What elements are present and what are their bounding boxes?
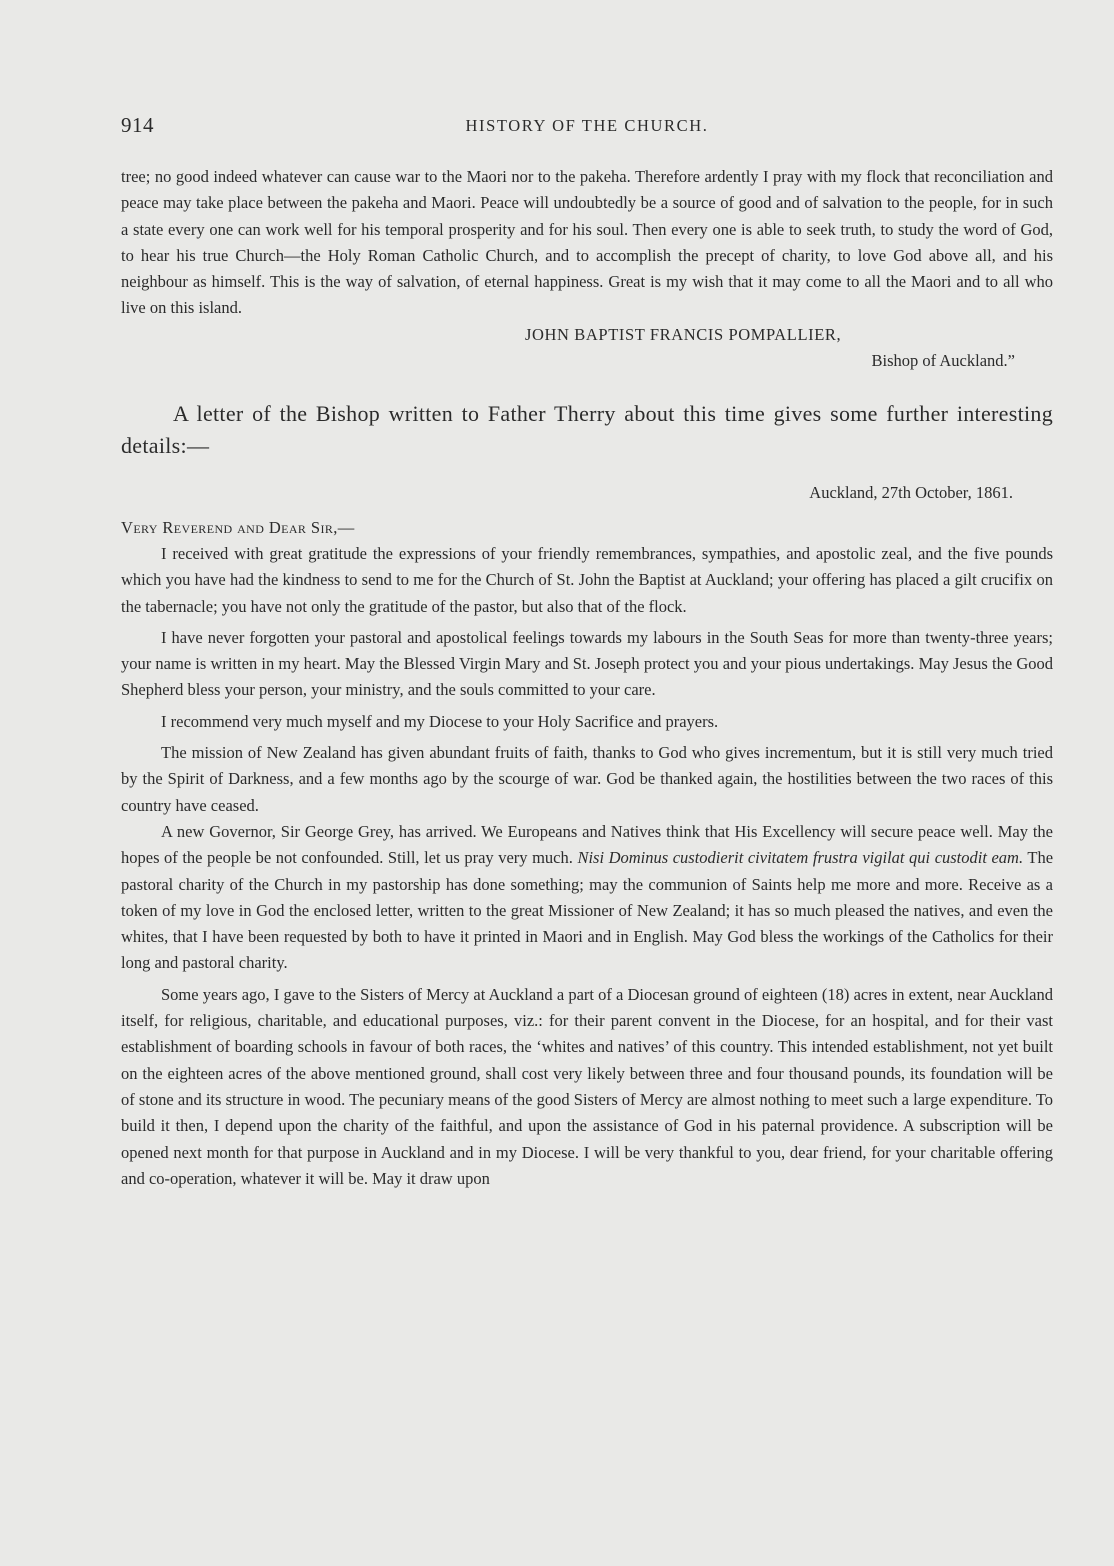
closing-paragraph: tree; no good indeed whatever can cause war to the Maori nor to the pakeha. Therefore ardently I pray with my flock that reconciliation and peace may take place between the pakeha and Maori. Peace will undoubtedly be a source of good and of salvation to the people, for in such a state every one can work well for his temporal prosperity and for his soul. Then every one is able to seek truth, to study the word of God, to hear his true Church—the Holy Roman Catholic Church, and to accomplish the precept of charity, to love God above all, and his neighbour as himself. This is the way of salvation, of eternal happiness. Great is my wish that it may come to all the Maori and to all who live on this island. <box>121 167 1053 318</box>
page-body <box>121 164 1053 1192</box>
letter-paragraph-6: Some years ago, I gave to the Sisters of Mercy at Auckland a part of a Diocesan ground of eighteen (18) acres in extent, near Auckland itself, for religious, charitable, and educational purposes, viz.: for their parent convent in the Diocese, for an hospital, and for their vast establishment of boarding schools in favour of both races, the ‘whites and natives’ of this country. This intended establishment, not yet built on the eighteen acres of the above mentioned ground, shall cost very likely between three and four thousand pounds, its foundation will be of stone and its structure in wood. The pecuniary means of the good Sisters of Mercy are almost nothing to meet such a large expenditure. To build it then, I depend upon the charity of the faithful, and upon the assistance of God in his paternal providence. A subscription will be opened next month for that purpose in Auckland and in my Diocese. I will be very thankful to you, dear friend, for your charitable offering and co-operation, whatever it will be. May it draw upon <box>121 984 1053 1188</box>
signature-block <box>121 322 1053 375</box>
letter-paragraph-3: I recommend very much myself and my Diocese to your Holy Sacrifice and prayers. <box>161 711 719 731</box>
letter-intro: A letter of the Bishop written to Father Therry about this time gives some further interesting details:— <box>121 401 1053 459</box>
letter-salutation: Very Reverend and Dear Sir,— <box>121 517 355 537</box>
signature-title: Bishop of Auckland.” <box>871 351 1015 371</box>
letter-paragraph-2: I have never forgotten your pastoral and apostolical feelings towards my labours in the South Seas for more than twenty-three years; your name is written in my heart. May the Blessed Virgin Mary and St. Joseph protect you and your pious undertakings. May Jesus the Good Shepherd bless your person, your ministry, and the souls committed to your care. <box>121 627 1053 700</box>
signature-name: JOHN BAPTIST FRANCIS POMPALLIER, <box>525 324 842 344</box>
letter-dateline: Auckland, 27th October, 1861. <box>809 483 1013 503</box>
paragraph-5-text-a: A new Governor, Sir George Grey, has arrived. We Europeans and Natives think that His Excellency will secure peace well. May the hopes of the people be not confounded. Still, let us pray very much. <box>121 821 1053 868</box>
letter-paragraph-4: The mission of New Zealand has given abundant fruits of faith, thanks to God who gives incrementum, but it is still very much tried by the Spirit of Darkness, and a few months ago by the scourge of war. God be thanked again, the hostilities between the two races of this country have ceased. <box>121 743 1053 815</box>
letter-paragraph-5 <box>121 819 1053 977</box>
running-head: HISTORY OF THE CHURCH. <box>465 116 709 135</box>
letter-paragraph-1: I received with great gratitude the expressions of your friendly remembrances, sympathies, and apostolic zeal, and the five pounds which you have had the kindness to send to me for the Church of St. John the Baptist at Auckland; your offering has placed a gilt crucifix on the tabernacle; you have not only the gratitude of the pastor, but also that of the flock. <box>121 543 1053 616</box>
latin-quotation: Nisi Dominus custodierit civitatem frustra vigilat qui custodit eam. <box>577 848 1024 868</box>
page-number: 914 <box>121 113 154 137</box>
paragraph-5-text-b: The pastoral charity of the Church in my pastorship has done something; may the communion of Saints help me more and more. Receive as a token of my love in God the enclosed letter, written to the great Missioner of New Zealand; it has so much pleased the natives, and even the whites, that I have been requested by both to have it printed in Maori and in English. May God bless the workings of the Catholics for their long and pastoral charity. <box>121 848 1054 973</box>
page-header <box>121 113 1053 141</box>
